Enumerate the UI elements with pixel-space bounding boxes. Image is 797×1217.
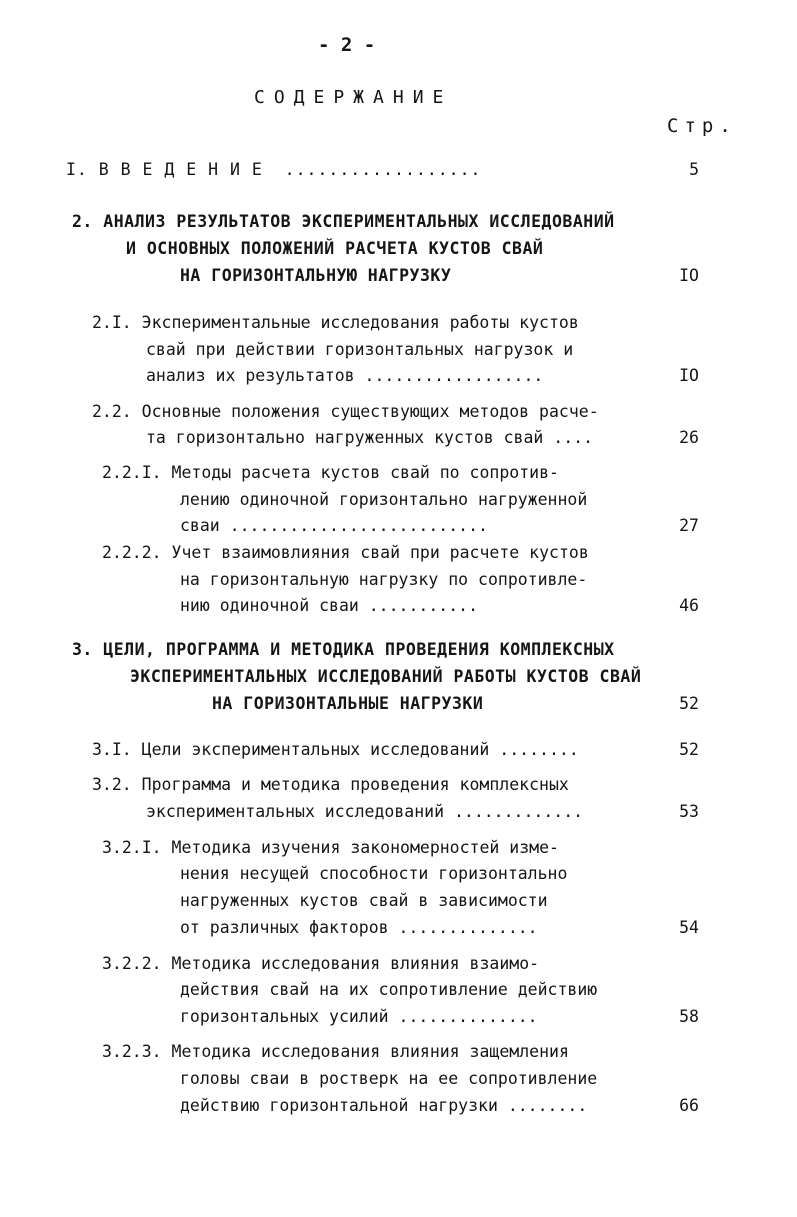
toc-entry-3-2-3-line-3: действию горизонтальной нагрузки ........ xyxy=(180,1096,588,1115)
toc-entry-3-2-2-page: 58 xyxy=(679,1007,699,1026)
toc-entry-2-1-page: IO xyxy=(679,366,699,385)
toc-entry-1-page: 5 xyxy=(689,160,699,179)
toc-entry-3-1-page: 52 xyxy=(679,740,699,759)
toc-entry-3-2-2-line-3: горизонтальных усилий .............. xyxy=(180,1007,538,1026)
toc-entry-3-2-3-line-1: 3.2.3. Методика исследования влияния защемления xyxy=(102,1042,569,1061)
toc-entry-3-line-1: 3. ЦЕЛИ, ПРОГРАММА И МЕТОДИКА ПРОВЕДЕНИЯ КОМПЛЕКСНЫХ xyxy=(72,640,615,659)
page-title: СОДЕРЖАНИЕ xyxy=(254,87,453,108)
toc-entry-2-2-1-line-1: 2.2.I. Методы расчета кустов свай по сопротив- xyxy=(102,463,559,482)
toc-entry-3-2-page: 53 xyxy=(679,802,699,821)
toc-entry-2-line-1: 2. АНАЛИЗ РЕЗУЛЬТАТОВ ЭКСПЕРИМЕНТАЛЬНЫХ ИССЛЕДОВАНИЙ xyxy=(72,212,615,231)
toc-entry-3-line-3: НА ГОРИЗОНТАЛЬНЫЕ НАГРУЗКИ xyxy=(212,694,484,713)
toc-entry-2-2-line-1: 2.2. Основные положения существующих методов расче- xyxy=(92,402,599,421)
toc-entry-2-page: IO xyxy=(679,266,699,285)
toc-entry-2-2-2-line-1: 2.2.2. Учет взаимовлияния свай при расчете кустов xyxy=(102,543,589,562)
toc-entry-2-2-2-line-2: на горизонтальную нагрузку по сопротивле- xyxy=(180,570,588,589)
toc-entry-3-1-line-1: 3.I. Цели экспериментальных исследований ........ xyxy=(92,740,579,759)
toc-entry-2-2-1-line-3: сваи .......................... xyxy=(180,516,488,535)
toc-entry-2-1-line-3: анализ их результатов .................. xyxy=(146,366,544,385)
toc-entry-2-line-2: И ОСНОВНЫХ ПОЛОЖЕНИЙ РАСЧЕТА КУСТОВ СВАЙ xyxy=(126,239,544,258)
toc-entry-2-2-1-line-2: лению одиночной горизонтально нагруженной xyxy=(180,490,588,509)
toc-entry-2-2-line-2: та горизонтально нагруженных кустов свай .... xyxy=(146,428,594,447)
page-column-header: Стр. xyxy=(667,115,737,137)
toc-entry-3-2-1-line-1: 3.2.I. Методика изучения закономерностей изме- xyxy=(102,838,559,857)
toc-entry-3-2-1-line-4: от различных факторов .............. xyxy=(180,918,538,937)
toc-entry-2-line-3: НА ГОРИЗОНТАЛЬНУЮ НАГРУЗКУ xyxy=(180,266,452,285)
toc-entry-1-line-1: I. В В Е Д Е Н И Е .................. xyxy=(66,160,482,179)
page-number: - 2 - xyxy=(318,34,376,56)
toc-entry-3-2-1-line-3: нагруженных кустов свай в зависимости xyxy=(180,891,548,910)
toc-entry-3-line-2: ЭКСПЕРИМЕНТАЛЬНЫХ ИССЛЕДОВАНИЙ РАБОТЫ КУСТОВ СВАЙ xyxy=(130,667,642,686)
toc-entry-2-2-1-page: 27 xyxy=(679,516,699,535)
toc-entry-3-2-line-1: 3.2. Программа и методика проведения комплексных xyxy=(92,775,569,794)
toc-entry-3-2-1-page: 54 xyxy=(679,918,699,937)
toc-entry-2-2-page: 26 xyxy=(679,428,699,447)
toc-entry-3-page: 52 xyxy=(679,694,699,713)
toc-entry-3-2-3-page: 66 xyxy=(679,1096,699,1115)
toc-entry-3-2-2-line-1: 3.2.2. Методика исследования влияния взаимо- xyxy=(102,954,540,973)
toc-entry-3-2-1-line-2: нения несущей способности горизонтально xyxy=(180,864,568,883)
toc-entry-2-2-2-line-3: нию одиночной сваи ........... xyxy=(180,596,479,615)
toc-entry-2-1-line-1: 2.I. Экспериментальные исследования работы кустов xyxy=(92,313,579,332)
toc-entry-2-1-line-2: свай при действии горизонтальных нагрузок и xyxy=(146,340,574,359)
toc-entry-3-2-2-line-2: действия свай на их сопротивление действию xyxy=(180,980,598,999)
toc-entry-3-2-3-line-2: головы сваи в ростверк на ее сопротивление xyxy=(180,1069,598,1088)
toc-entry-2-2-2-page: 46 xyxy=(679,596,699,615)
toc-entry-3-2-line-2: экспериментальных исследований ............. xyxy=(146,802,584,821)
